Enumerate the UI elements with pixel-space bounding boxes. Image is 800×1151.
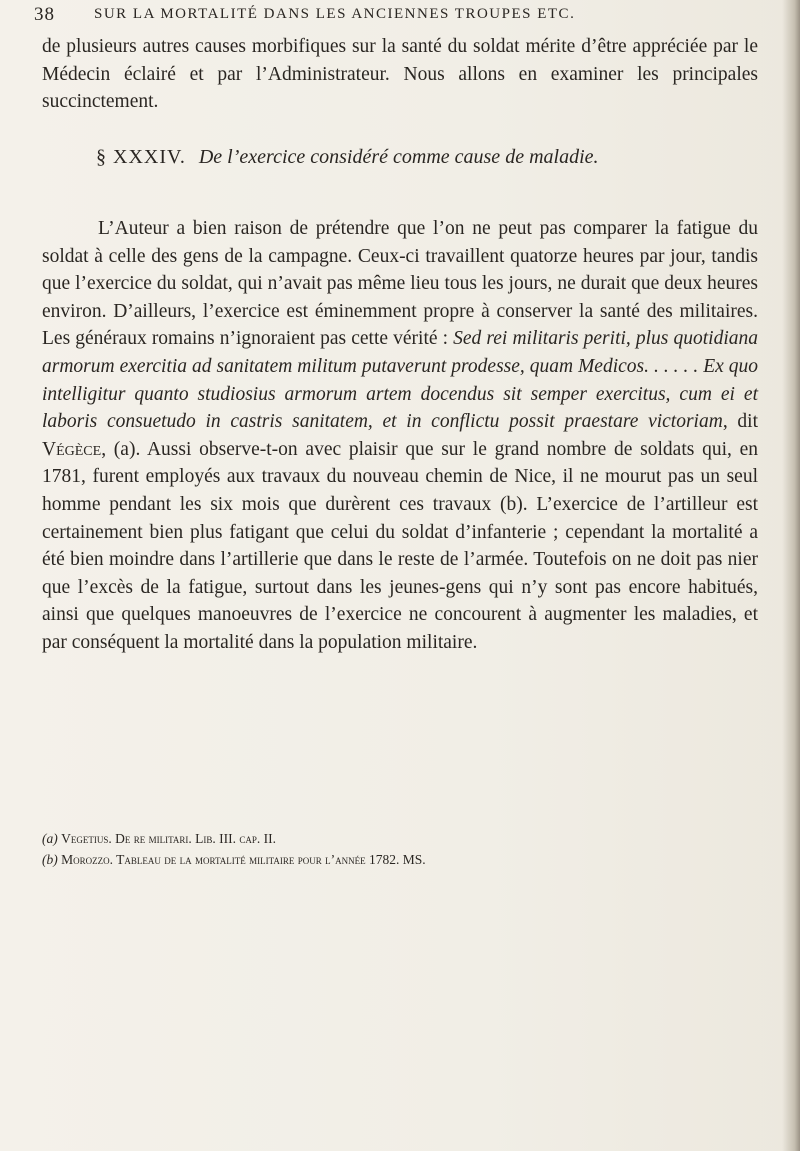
footnote-mark: (b) (42, 852, 58, 867)
running-header (34, 4, 694, 30)
author-name: Végèce (42, 438, 102, 460)
intro-paragraph (42, 33, 758, 116)
section-number: § XXXIV. (96, 146, 186, 168)
page-edge-shadow (782, 0, 800, 1151)
footnote-a (42, 828, 758, 849)
footnote-text: Vegetius. De re militari. Lib. III. cap. II. (61, 831, 276, 846)
paragraph-part-2: (a). Aussi observe-t-on avec plaisir que sur le grand nombre de soldats qui, en 1781, furent employés aux travaux du nouveau chemin de Nice, il ne mourut pas un seul homme pendant les six mois que durèrent ces travaux (b). L’exercice de l’artilleur est certainement bien plus fatigant que celui du soldat d’infanterie ; cependant la mortalité a été bien moindre dans l’artillerie que dans le reste de l’armée. Toutefois on ne doit pas nier que l’excès de la fatigue, surtout dans les jeunes-gens qui n’y sont pas encore habitués, ainsi que quelques manoeuvres de l’exercice ne concourent à augmenter les maladies, et par conséquent la mortalité dans la population militaire. (42, 438, 758, 653)
intro-text: de plusieurs autres causes morbifiques sur la santé du soldat mérite d’être appréciée par le Médecin éclairé et par l’Administrateur. Nous allons en examiner les principales succinctement. (42, 36, 758, 113)
page-number: 38 (34, 4, 55, 25)
header-title: SUR LA MORTALITÉ DANS LES ANCIENNES TROUPES ETC. (94, 6, 576, 22)
footnote-text: Morozzo. Tableau de la mortalité militaire pour l’année 1782. MS. (61, 852, 426, 867)
section-heading (96, 146, 736, 169)
footnotes (42, 828, 758, 870)
footnote-b (42, 849, 758, 870)
dit-text: , dit (722, 411, 758, 433)
paragraph-text (42, 215, 758, 657)
latin-quote: Sed rei militaris periti, plus quotidiana armorum exercitia ad sanitatem militum putaverunt prodesse, quam Medicos. . . . . . Ex quo intelligitur quanto studiosius armorum artem docendus sit semper exercitus, cum ei et laboris consuetudo in castris sanitatem, et in conflictu possit praestare victoriam (42, 328, 758, 433)
section-title: De l’exercice considéré comme cause de maladie. (198, 146, 599, 168)
footnote-mark: (a) (42, 831, 58, 846)
comma: , (101, 438, 114, 460)
paragraph-part-1: L’Auteur a bien raison de prétendre que l’on ne peut pas comparer la fatigue du soldat à celle des gens de la campagne. Ceux-ci travaillent quatorze heures par jour, tandis que l’exercice du soldat, qui n’avait pas même lieu tous les jours, ne durait que deux heures environ. D’ailleurs, l’exercice est éminemment propre à conserver la santé des militaires. Les généraux romains n’ignoraient pas cette vérité : (42, 218, 758, 350)
body-paragraph (42, 215, 758, 657)
